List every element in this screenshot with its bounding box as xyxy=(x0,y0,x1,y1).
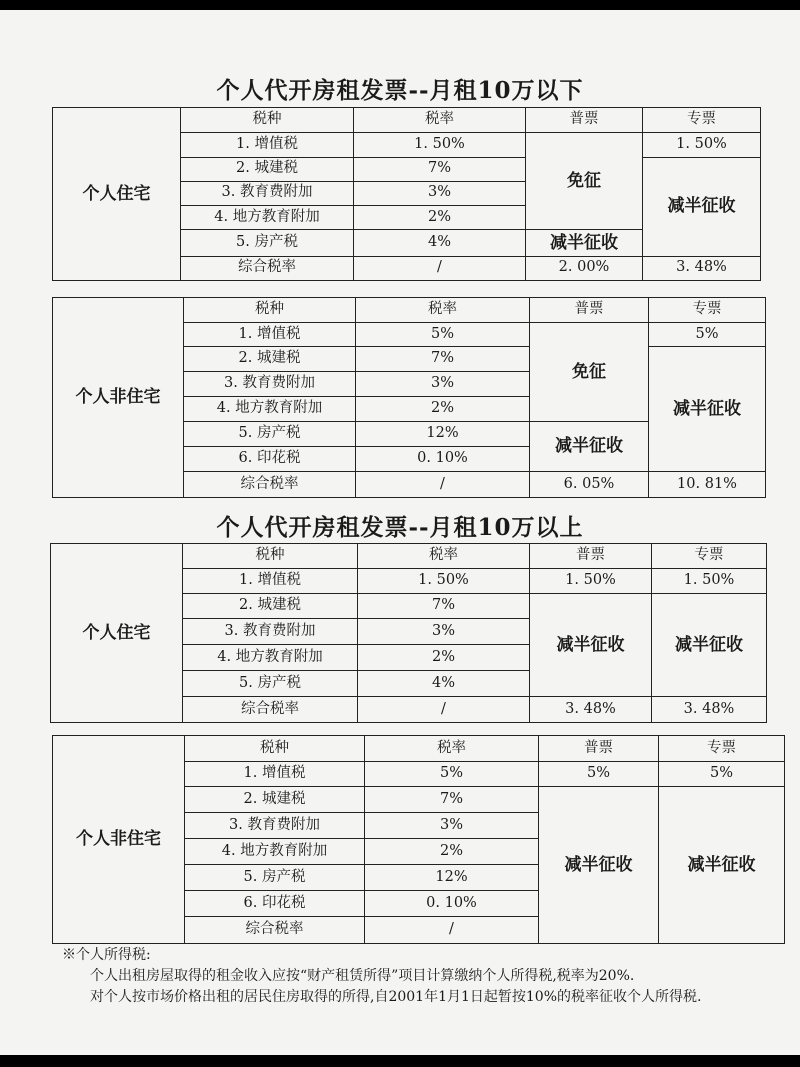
composite-slash: / xyxy=(365,917,539,944)
category-label: 个人非住宅 xyxy=(53,736,185,944)
tax-table-nonresidential-below xyxy=(52,297,766,498)
special-vat: 5% xyxy=(649,323,766,347)
item-city: 2. 城建税 xyxy=(185,787,365,813)
header-tax-rate: 税率 xyxy=(365,736,539,762)
rate-property: 12% xyxy=(365,865,539,891)
header-normal-invoice: 普票 xyxy=(530,298,649,323)
item-property: 5. 房产税 xyxy=(183,671,358,697)
composite-slash: / xyxy=(356,472,530,498)
rate-local-edu: 2% xyxy=(356,397,530,422)
header-normal-invoice: 普票 xyxy=(539,736,659,762)
composite-slash: / xyxy=(354,256,526,280)
header-tax-rate: 税率 xyxy=(356,298,530,323)
rate-vat: 5% xyxy=(356,323,530,347)
notes-paragraph-2: 对个人按市场价格出租的居民住房取得的所得,自2001年1月1日起暂按10%的税率征收个人所得税. xyxy=(90,989,702,1005)
normal-vat: 1. 50% xyxy=(530,569,652,594)
header-tax-rate: 税率 xyxy=(358,544,530,569)
header-tax-type: 税种 xyxy=(185,736,365,762)
item-vat: 1. 增值税 xyxy=(184,323,356,347)
rate-local-edu: 2% xyxy=(365,839,539,865)
composite-label: 综合税率 xyxy=(181,256,354,280)
section-title-below-100k: 个人代开房租发票--月租10万以下 xyxy=(216,77,584,104)
special-half: 减半征收 xyxy=(643,157,761,256)
income-tax-notes xyxy=(62,945,742,1008)
rate-local-edu: 2% xyxy=(358,645,530,671)
item-stamp: 6. 印花税 xyxy=(184,447,356,472)
category-label: 个人非住宅 xyxy=(53,298,184,498)
rate-local-edu: 2% xyxy=(354,206,526,230)
notes-paragraph-1: 个人出租房屋取得的租金收入应按“财产租赁所得”项目计算缴纳个人所得税,税率为20%. xyxy=(90,968,635,984)
header-special-invoice: 专票 xyxy=(652,544,767,569)
normal-vat: 5% xyxy=(539,762,659,787)
header-tax-rate: 税率 xyxy=(354,108,526,133)
rate-city: 7% xyxy=(354,157,526,181)
item-local-edu: 4. 地方教育附加 xyxy=(183,645,358,671)
rate-stamp: 0. 10% xyxy=(365,891,539,917)
category-label: 个人住宅 xyxy=(51,544,183,723)
rate-stamp: 0. 10% xyxy=(356,447,530,472)
rate-city: 7% xyxy=(356,347,530,372)
header-special-invoice: 专票 xyxy=(649,298,766,323)
item-property: 5. 房产税 xyxy=(184,422,356,447)
notes-heading: ※个人所得税: xyxy=(62,947,151,963)
rate-edu: 3% xyxy=(358,619,530,645)
normal-half: 减半征收 xyxy=(530,594,652,697)
header-tax-type: 税种 xyxy=(181,108,354,133)
composite-slash: / xyxy=(358,697,530,723)
normal-half: 减半征收 xyxy=(539,787,659,944)
normal-total: 2. 00% xyxy=(526,256,643,280)
rate-vat: 5% xyxy=(365,762,539,787)
header-normal-invoice: 普票 xyxy=(526,108,643,133)
normal-property-half: 减半征收 xyxy=(530,422,649,472)
item-vat: 1. 增值税 xyxy=(185,762,365,787)
header-special-invoice: 专票 xyxy=(659,736,785,762)
special-half: 减半征收 xyxy=(649,347,766,472)
item-local-edu: 4. 地方教育附加 xyxy=(184,397,356,422)
header-tax-type: 税种 xyxy=(184,298,356,323)
item-property: 5. 房产税 xyxy=(181,230,354,256)
tax-table-residential-below xyxy=(52,107,761,281)
normal-property-half: 减半征收 xyxy=(526,230,643,256)
rate-property: 4% xyxy=(358,671,530,697)
normal-total: 3. 48% xyxy=(530,697,652,723)
rate-edu: 3% xyxy=(365,813,539,839)
rate-city: 7% xyxy=(358,594,530,619)
category-label: 个人住宅 xyxy=(53,108,181,281)
tax-table-nonresidential-above xyxy=(52,735,785,944)
special-vat: 5% xyxy=(659,762,785,787)
normal-exempt: 免征 xyxy=(526,133,643,230)
item-vat: 1. 增值税 xyxy=(181,133,354,157)
item-edu: 3. 教育费附加 xyxy=(183,619,358,645)
item-edu: 3. 教育费附加 xyxy=(185,813,365,839)
section-title-above-100k: 个人代开房租发票--月租10万以上 xyxy=(216,514,584,541)
item-city: 2. 城建税 xyxy=(181,157,354,181)
item-local-edu: 4. 地方教育附加 xyxy=(185,839,365,865)
item-vat: 1. 增值税 xyxy=(183,569,358,594)
header-special-invoice: 专票 xyxy=(643,108,761,133)
item-edu: 3. 教育费附加 xyxy=(181,181,354,205)
normal-exempt: 免征 xyxy=(530,323,649,422)
special-total: 10. 81% xyxy=(649,472,766,498)
special-vat: 1. 50% xyxy=(643,133,761,157)
tax-table-residential-above xyxy=(50,543,767,723)
special-total: 3. 48% xyxy=(652,697,767,723)
rate-city: 7% xyxy=(365,787,539,813)
item-stamp: 6. 印花税 xyxy=(185,891,365,917)
composite-label: 综合税率 xyxy=(183,697,358,723)
special-half: 减半征收 xyxy=(652,594,767,697)
composite-label: 综合税率 xyxy=(185,917,365,944)
rate-vat: 1. 50% xyxy=(354,133,526,157)
composite-label: 综合税率 xyxy=(184,472,356,498)
header-normal-invoice: 普票 xyxy=(530,544,652,569)
item-edu: 3. 教育费附加 xyxy=(184,372,356,397)
special-vat: 1. 50% xyxy=(652,569,767,594)
rate-vat: 1. 50% xyxy=(358,569,530,594)
normal-total: 6. 05% xyxy=(530,472,649,498)
rate-edu: 3% xyxy=(356,372,530,397)
rate-edu: 3% xyxy=(354,181,526,205)
rate-property: 12% xyxy=(356,422,530,447)
header-tax-type: 税种 xyxy=(183,544,358,569)
item-property: 5. 房产税 xyxy=(185,865,365,891)
item-city: 2. 城建税 xyxy=(184,347,356,372)
special-total: 3. 48% xyxy=(643,256,761,280)
item-city: 2. 城建税 xyxy=(183,594,358,619)
special-half: 减半征收 xyxy=(659,787,785,944)
rate-property: 4% xyxy=(354,230,526,256)
item-local-edu: 4. 地方教育附加 xyxy=(181,206,354,230)
